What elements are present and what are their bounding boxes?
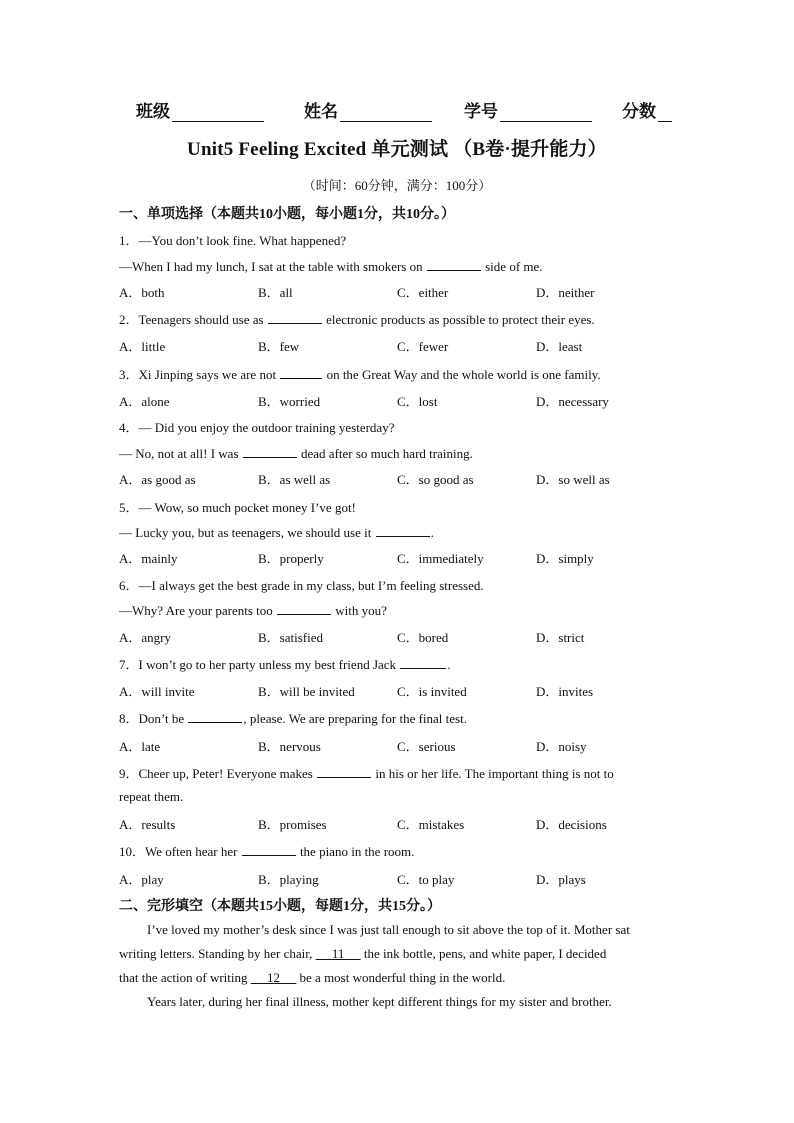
section-1-heading: 一、单项选择（本题共10小题，每小题1分，共10分。） <box>119 207 455 222</box>
question-8-line-1: 8．Don’t be , please. We are preparing for the final test. <box>119 711 467 726</box>
question-8-option-b[interactable]: B．nervous <box>258 739 321 754</box>
answer-blank[interactable] <box>376 523 430 537</box>
answer-blank[interactable] <box>280 365 322 379</box>
question-5-line-2: — Lucky you, but as teenagers, we should use it . <box>119 525 434 540</box>
question-5-option-c[interactable]: C．immediately <box>397 551 484 566</box>
class-blank[interactable] <box>172 103 264 122</box>
question-4-option-c[interactable]: C．so good as <box>397 472 474 487</box>
name-field[interactable] <box>304 97 432 122</box>
question-6-option-a[interactable]: A．angry <box>119 630 171 645</box>
question-5-option-a[interactable]: A．mainly <box>119 551 178 566</box>
cloze-blank-12[interactable]: 12 <box>267 970 281 985</box>
answer-blank[interactable] <box>427 257 481 271</box>
class-field[interactable] <box>136 97 264 122</box>
answer-blank[interactable] <box>277 601 331 615</box>
question-1-line-1: 1．—You don’t look fine. What happened? <box>119 233 347 248</box>
class-label: 班级 <box>136 102 170 121</box>
name-blank[interactable] <box>340 103 432 122</box>
question-6-option-c[interactable]: C．bored <box>397 630 449 645</box>
question-9-option-a[interactable]: A．results <box>119 817 176 832</box>
question-3-line-1: 3．Xi Jinping says we are not on the Great Way and the whole world is one family. <box>119 367 601 382</box>
answer-blank[interactable] <box>243 444 297 458</box>
question-6-option-b[interactable]: B．satisfied <box>258 630 323 645</box>
answer-blank[interactable] <box>400 655 446 669</box>
student-info-row <box>136 97 696 123</box>
student-id-blank[interactable] <box>500 103 592 122</box>
question-4-option-d[interactable]: D．so well as <box>536 472 610 487</box>
question-2-option-b[interactable]: B．few <box>258 339 300 354</box>
question-9-option-c[interactable]: C．mistakes <box>397 817 465 832</box>
question-5-option-d[interactable]: D．simply <box>536 551 594 566</box>
score-blank[interactable] <box>658 103 672 122</box>
question-3-option-a[interactable]: A．alone <box>119 394 170 409</box>
question-5-option-b[interactable]: B．properly <box>258 551 324 566</box>
score-label: 分数 <box>622 102 656 121</box>
page-title: Unit5 Feeling Excited 单元测试 （B卷·提升能力） <box>187 139 607 160</box>
cloze-paragraph-1-line-3: that the action of writing 12 be a most wonderful thing in the world. <box>119 970 506 985</box>
cloze-blank-11[interactable]: 11 <box>331 946 345 961</box>
student-id-label: 学号 <box>464 102 498 121</box>
question-4-option-a[interactable]: A．as good as <box>119 472 196 487</box>
question-1-line-2: —When I had my lunch, I sat at the table with smokers on side of me. <box>119 259 543 274</box>
page-subtitle: （时间：60分钟，满分：100分） <box>302 178 492 193</box>
question-8-option-d[interactable]: D．noisy <box>536 739 587 754</box>
question-7-option-d[interactable]: D．invites <box>536 684 594 699</box>
question-8-option-c[interactable]: C．serious <box>397 739 456 754</box>
answer-blank[interactable] <box>242 842 296 856</box>
question-7-option-b[interactable]: B．will be invited <box>258 684 355 699</box>
question-2-line-1: 2．Teenagers should use as electronic products as possible to protect their eyes. <box>119 312 595 327</box>
question-1-option-b[interactable]: B．all <box>258 285 293 300</box>
answer-blank[interactable] <box>317 764 371 778</box>
name-label: 姓名 <box>304 102 338 121</box>
question-6-line-2: —Why? Are your parents too with you? <box>119 603 387 618</box>
question-7-option-c[interactable]: C．is invited <box>397 684 467 699</box>
cloze-paragraph-1-line-1: I’ve loved my mother’s desk since I was just tall enough to sit above the top of it. Mother sat <box>147 922 630 937</box>
question-10-option-d[interactable]: D．plays <box>536 872 586 887</box>
question-6-option-d[interactable]: D．strict <box>536 630 585 645</box>
question-2-option-c[interactable]: C．fewer <box>397 339 449 354</box>
question-2-option-a[interactable]: A．little <box>119 339 166 354</box>
question-5-line-1: 5．— Wow, so much pocket money I’ve got! <box>119 500 356 515</box>
question-9-option-d[interactable]: D．decisions <box>536 817 607 832</box>
question-10-option-a[interactable]: A．play <box>119 872 164 887</box>
cloze-paragraph-1-line-2: writing letters. Standing by her chair, 11 the ink bottle, pens, and white paper, I decided <box>119 946 607 961</box>
question-6-line-1: 6．—I always get the best grade in my class, but I’m feeling stressed. <box>119 578 484 593</box>
question-7-option-a[interactable]: A．will invite <box>119 684 195 699</box>
question-9-line-2: repeat them. <box>119 789 184 804</box>
question-7-line-1: 7．I won’t go to her party unless my best friend Jack . <box>119 657 451 672</box>
section-2-heading: 二、完形填空（本题共15小题，每题1分，共15分。） <box>119 899 441 914</box>
question-4-option-b[interactable]: B．as well as <box>258 472 331 487</box>
question-9-line-1: 9．Cheer up, Peter! Everyone makes in his or her life. The important thing is not to <box>119 766 614 781</box>
question-10-line-1: 10．We often hear her the piano in the room. <box>119 844 415 859</box>
question-4-line-2: — No, not at all! I was dead after so much hard training. <box>119 446 473 461</box>
question-1-option-c[interactable]: C．either <box>397 285 449 300</box>
question-2-option-d[interactable]: D．least <box>536 339 583 354</box>
answer-blank[interactable] <box>268 310 322 324</box>
student-id-field[interactable] <box>464 97 592 122</box>
question-1-option-d[interactable]: D．neither <box>536 285 595 300</box>
question-9-option-b[interactable]: B．promises <box>258 817 327 832</box>
score-field[interactable] <box>622 97 672 122</box>
answer-blank[interactable] <box>188 709 242 723</box>
question-10-option-c[interactable]: C．to play <box>397 872 455 887</box>
question-3-option-c[interactable]: C．lost <box>397 394 438 409</box>
question-10-option-b[interactable]: B．playing <box>258 872 319 887</box>
question-8-option-a[interactable]: A．late <box>119 739 161 754</box>
question-4-line-1: 4．— Did you enjoy the outdoor training yesterday? <box>119 420 395 435</box>
cloze-paragraph-2-line-1: Years later, during her final illness, mother kept different things for my sister and brother. <box>147 994 612 1009</box>
question-1-option-a[interactable]: A．both <box>119 285 165 300</box>
question-3-option-d[interactable]: D．necessary <box>536 394 609 409</box>
question-3-option-b[interactable]: B．worried <box>258 394 321 409</box>
